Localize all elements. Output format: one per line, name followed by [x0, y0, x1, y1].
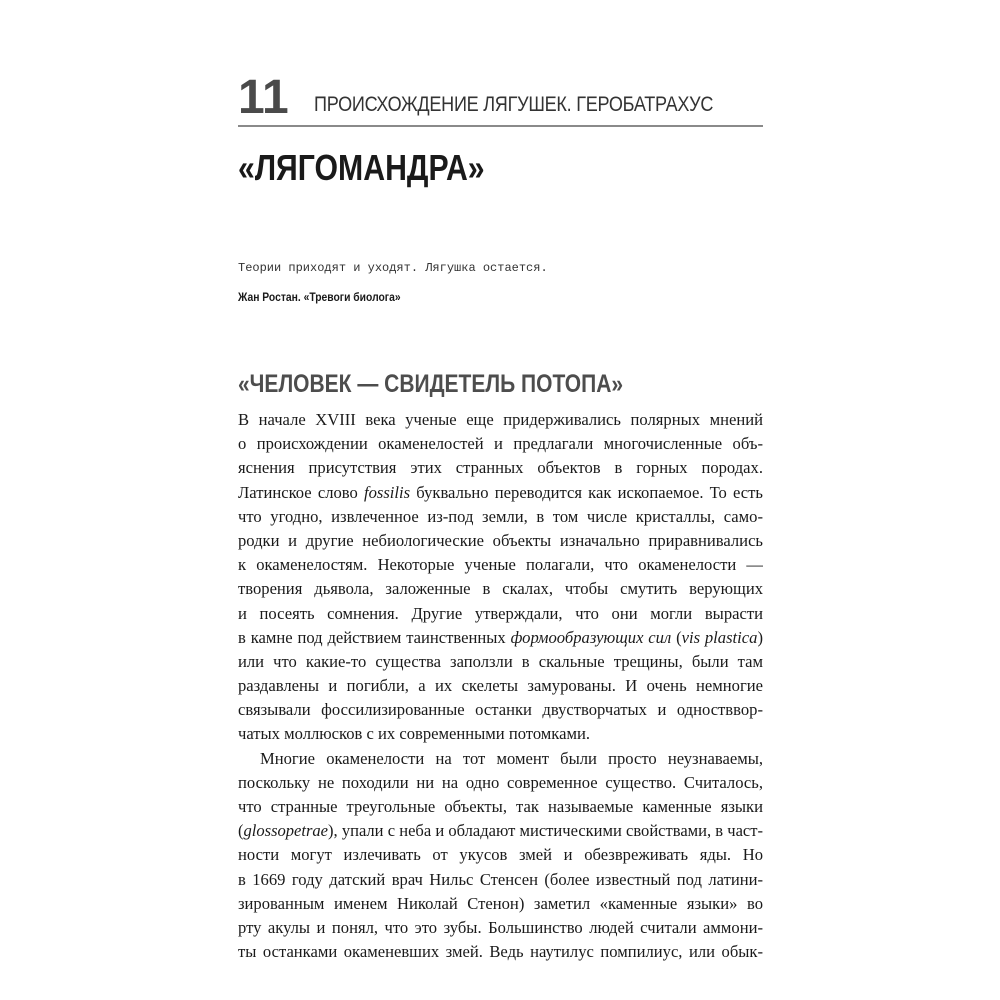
body-text	[238, 408, 763, 964]
body-line: чатых моллюсков с их современными потомками.	[238, 724, 591, 744]
epigraph-source: Жан Ростан. «Тревоги биолога»	[238, 290, 401, 304]
body-line: в камне под действием таинственных формообразующих сил (vis plastica)	[238, 627, 763, 647]
body-line: ты останками окаменевших змей. Ведь наутилус помпилиус, или обык-	[238, 942, 763, 962]
body-line: к окаменелостям. Некоторые ученые полагали, что окаменелости —	[238, 555, 763, 575]
body-line: в 1669 году датский врач Нильс Стенсен (более известный под латини-	[238, 869, 763, 889]
chapter-number: 11	[238, 71, 289, 124]
body-line: ности могут излечивать от укусов змей и обезвреживать яды. Но	[238, 845, 763, 865]
body-line: В начале XVIII века ученые еще придерживались полярных мнений	[238, 410, 763, 429]
body-line: зированным именем Николай Стенон) заметил «каменные языки» во	[238, 893, 763, 913]
epigraph-quote: Теории приходят и уходят. Лягушка остается.	[238, 261, 548, 275]
italic-term: fossilis	[363, 482, 411, 502]
body-line: что угодно, извлеченное из-под земли, в том числе кристаллы, само-	[238, 506, 763, 526]
italic-term: формообразующих сил	[510, 627, 672, 647]
body-line: Латинское слово fossilis буквально переводится как ископаемое. То есть	[238, 482, 763, 502]
body-line: (glossopetrae), упали с неба и обладают мистическими свойствами, в част-	[238, 821, 763, 841]
body-line: Многие окаменелости на тот момент были просто неузнаваемы,	[260, 748, 763, 768]
body-line: поскольку не походили ни на одно современное существо. Считалось,	[238, 772, 763, 792]
body-line: рту акулы и понял, что это зубы. Большинство людей считали аммони-	[238, 917, 763, 937]
body-line: родки и другие небиологические объекты изначально приравнивались	[238, 530, 763, 550]
body-line: и посеять сомнения. Другие утверждали, что они могли вырасти	[238, 603, 763, 623]
italic-term: vis plastica	[681, 627, 758, 647]
body-line: что странные треугольные объекты, так называемые каменные языки	[238, 797, 763, 816]
chapter-rule	[238, 125, 763, 127]
body-line: яснения присутствия этих странных объектов в горных породах.	[238, 458, 763, 478]
body-line: творения дьявола, заложенные в скалах, чтобы смутить верующих	[238, 579, 763, 599]
body-line: раздавлены и погибли, а их скелеты замурованы. И очень немногие	[238, 676, 763, 696]
body-line: связывали фоссилизированные останки двустворчатых и одностввор-	[238, 700, 763, 720]
chapter-header	[238, 70, 763, 126]
chapter-label: ПРОИСХОЖДЕНИЕ ЛЯГУШЕК. ГЕРОБАТРАХУС	[314, 93, 714, 116]
body-line: о происхождении окаменелостей и предлагали многочисленные объ-	[238, 434, 763, 454]
chapter-title: «ЛЯГОМАНДРА»	[238, 147, 485, 188]
section-title: «ЧЕЛОВЕК — СВИДЕТЕЛЬ ПОТОПА»	[238, 370, 624, 398]
body-line: или что какие-то существа заползли в скальные трещины, были там	[238, 651, 763, 671]
italic-term: glossopetrae	[243, 821, 329, 841]
